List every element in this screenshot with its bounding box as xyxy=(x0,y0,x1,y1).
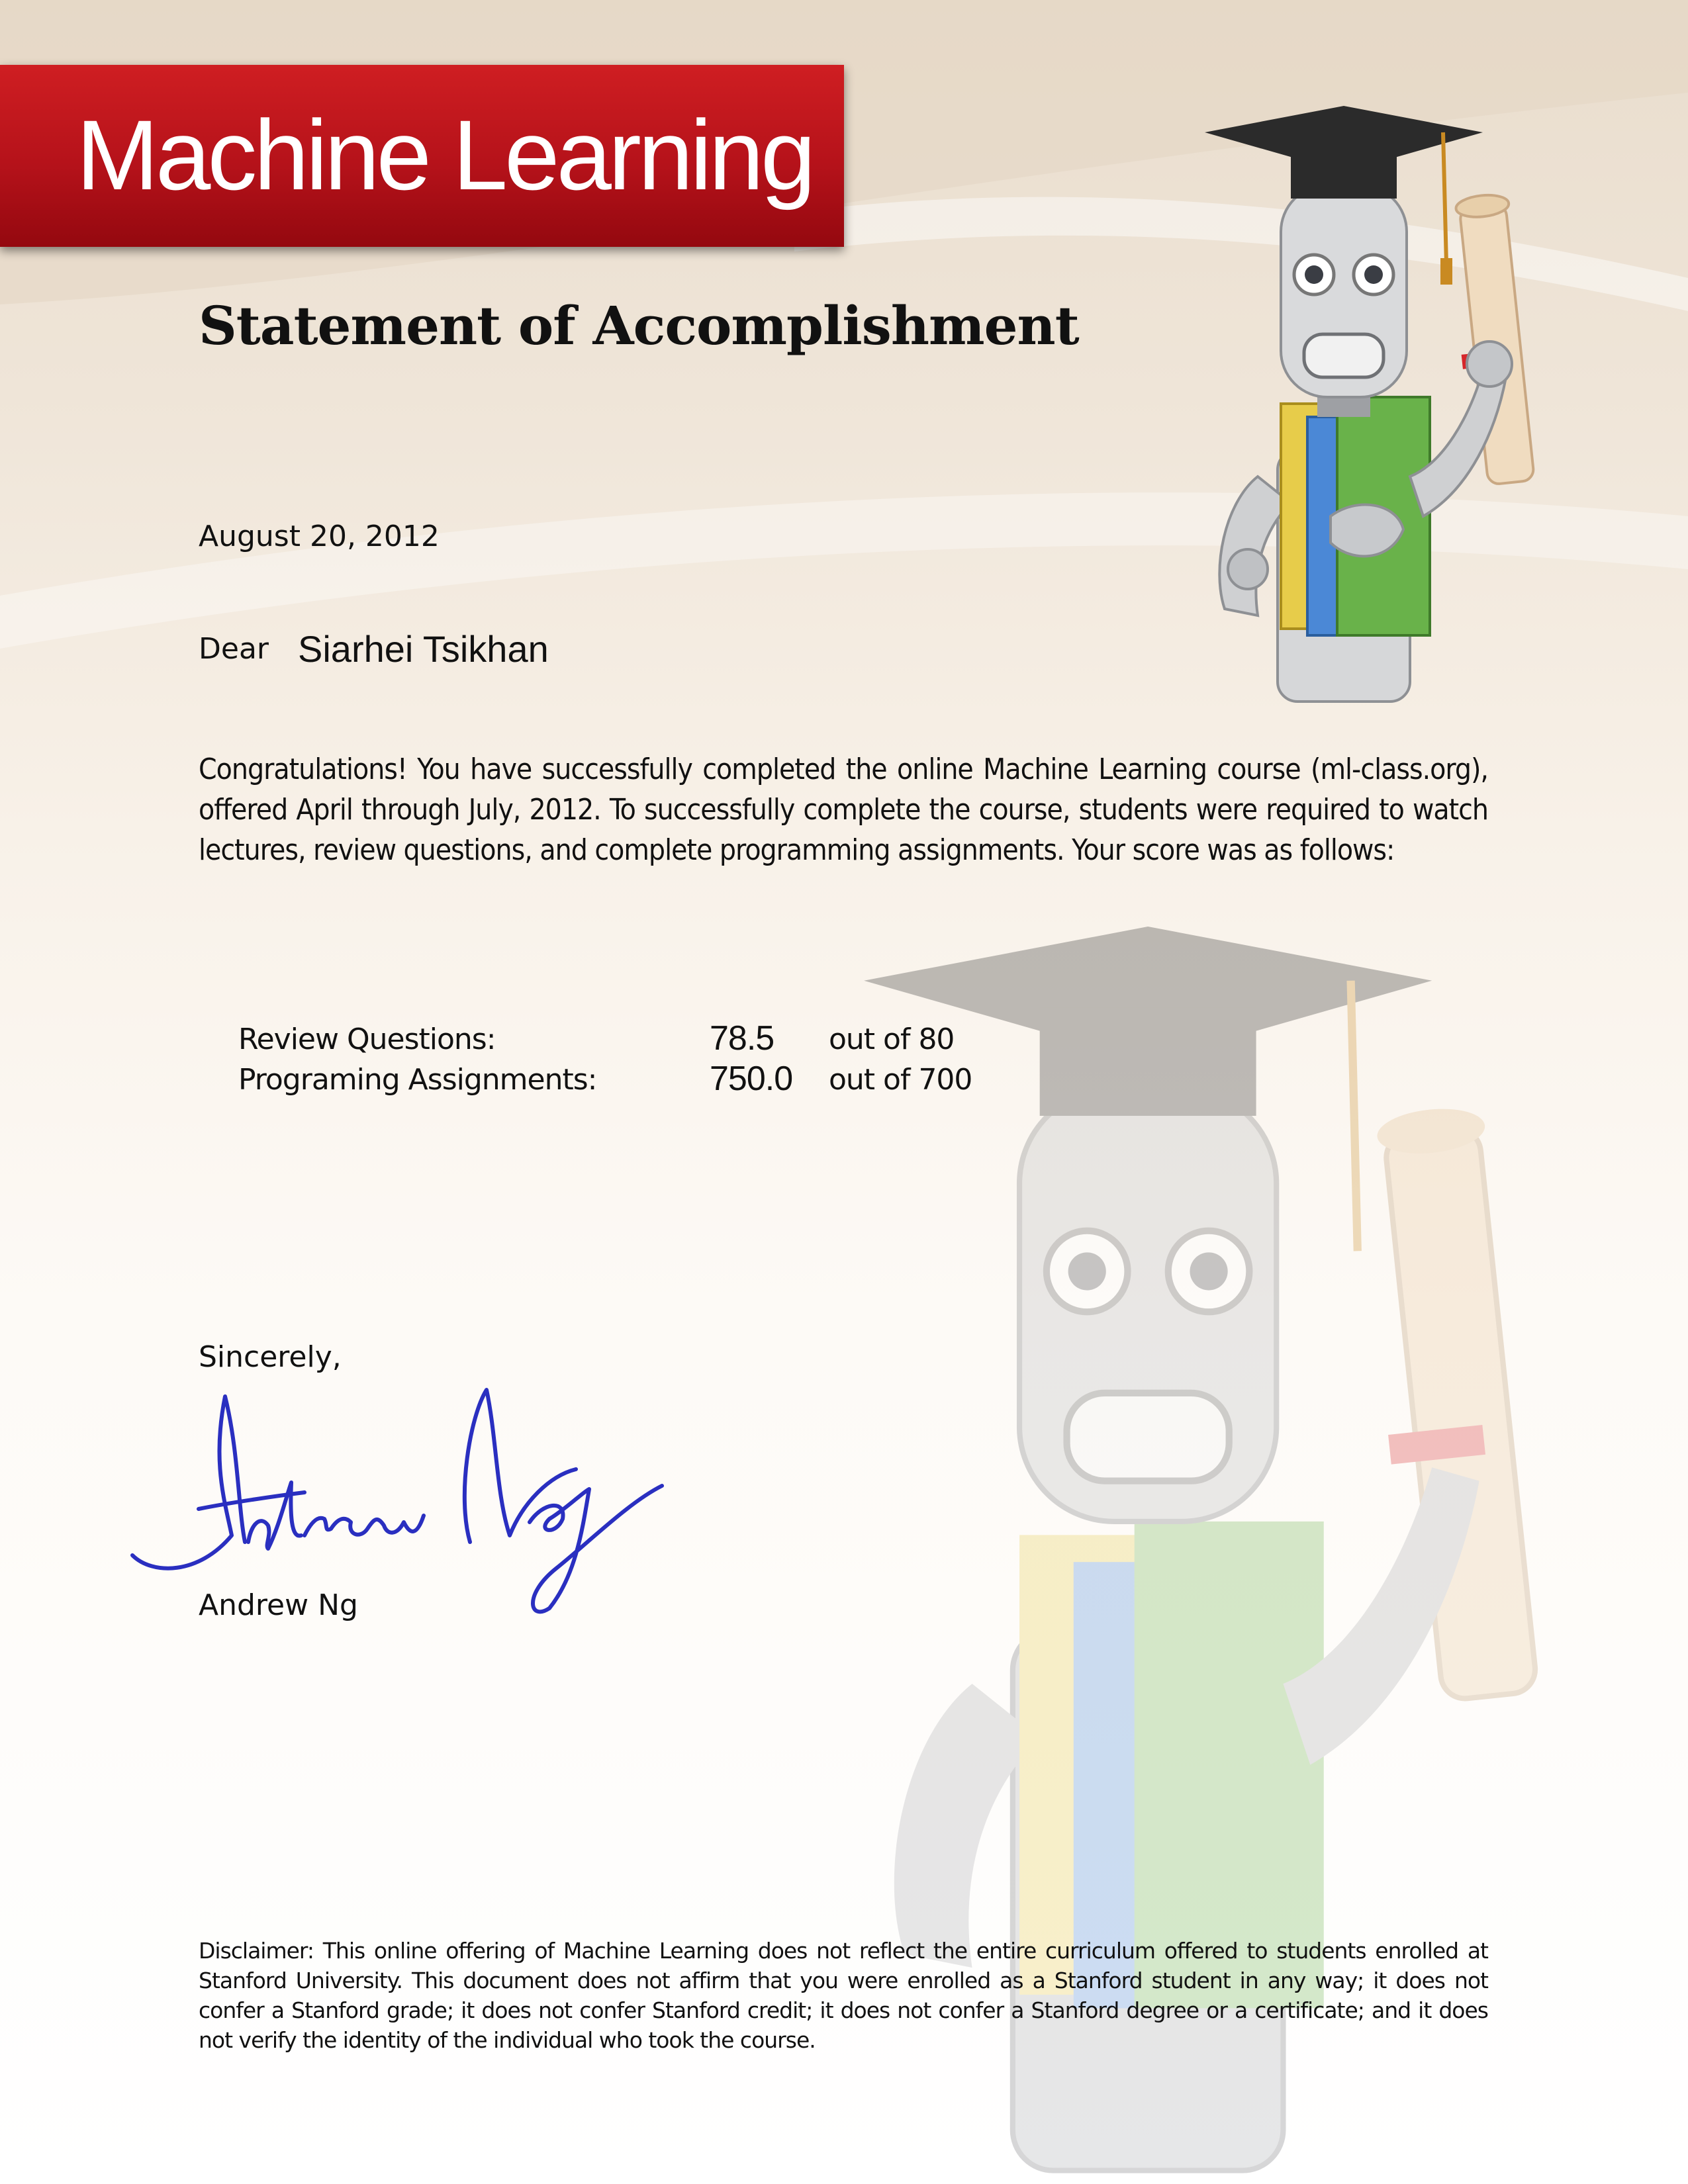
banner-title: Machine Learning xyxy=(76,99,813,210)
closing: Sincerely, xyxy=(199,1340,342,1374)
score-label: Review Questions: xyxy=(238,1023,496,1056)
signature-image xyxy=(126,1377,695,1621)
certificate-body: Congratulations! You have successfully completed the online Machine Learning course (ml-class.org), offered April through July, 2012. To successfully complete the course, students were required to watch lectures, review questions, and complete programming assignments. Your score was as follows: xyxy=(199,752,1488,867)
certificate-heading: Statement of Accomplishment xyxy=(199,295,1079,357)
score-value: 750.0 xyxy=(710,1060,793,1098)
score-max: out of 700 xyxy=(829,1063,972,1097)
recipient-name: Siarhei Tsikhan xyxy=(298,628,549,670)
certificate-date: August 20, 2012 xyxy=(199,520,440,553)
salutation: Dear xyxy=(199,632,269,666)
signer-name: Andrew Ng xyxy=(199,1588,358,1622)
disclaimer-text: Disclaimer: This online offering of Machine Learning does not reflect the entire curriculum offered to students enrolled at Stanford University. This document does not affirm that you were enrolled as a Stanford student in any way; it does not confer a Stanford grade; it does not confer Stanford credit; it does not confer a Stanford degree or a certificate; and it does not verify the identity of the individual who took the course. xyxy=(199,1938,1488,2053)
score-value: 78.5 xyxy=(710,1019,774,1058)
score-label: Programing Assignments: xyxy=(238,1063,597,1097)
score-max: out of 80 xyxy=(829,1023,955,1056)
